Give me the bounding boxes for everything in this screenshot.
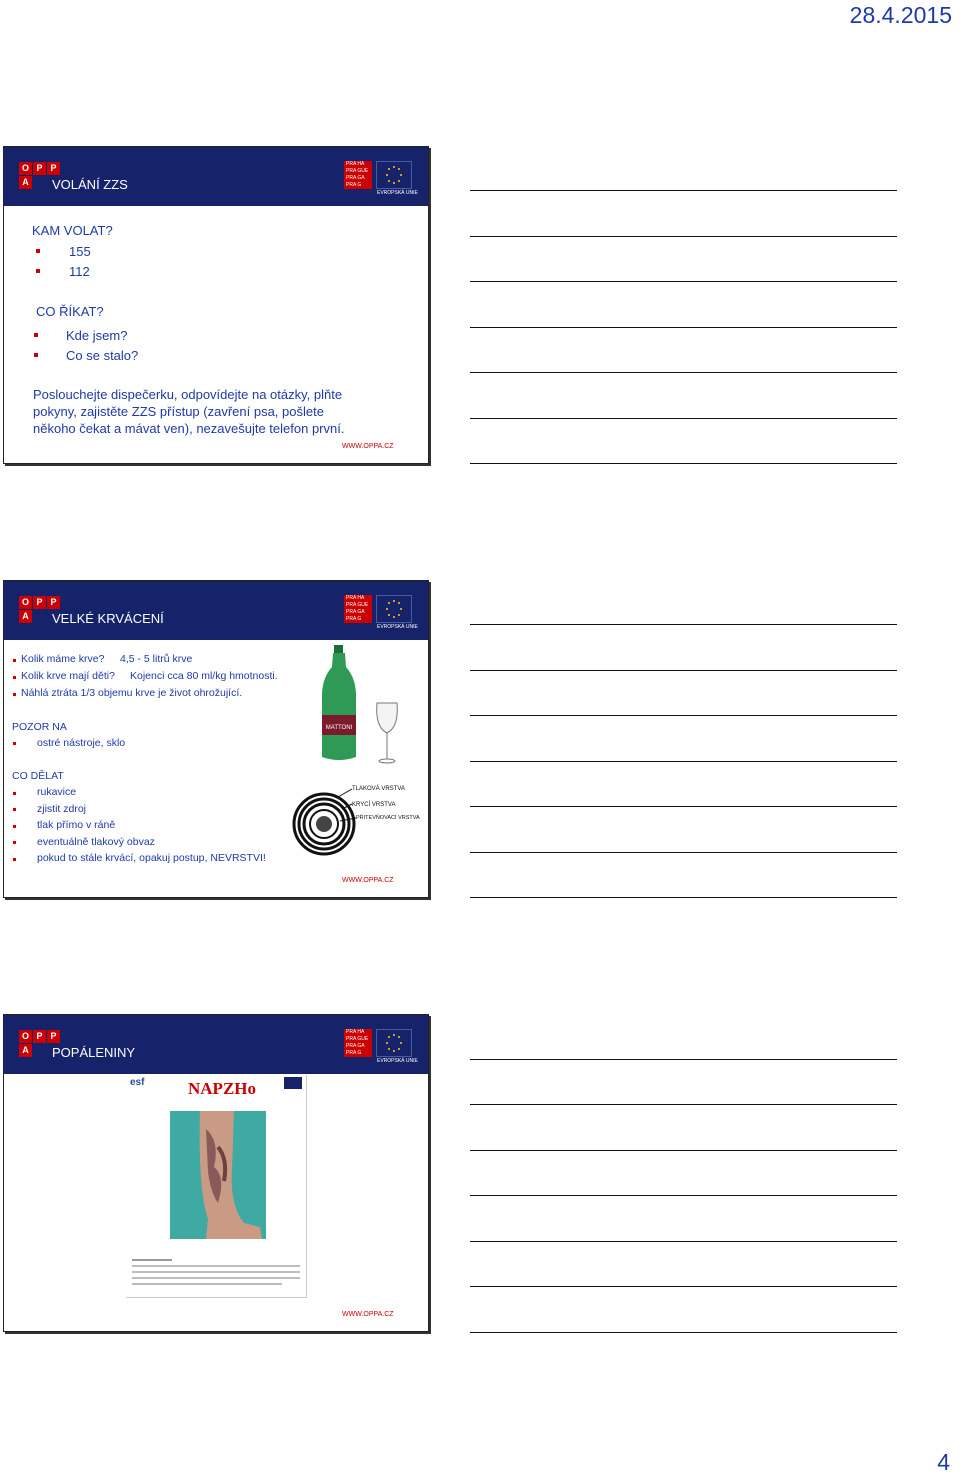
slide-url: WWW.OPPA.CZ — [342, 1311, 394, 1318]
eu-flag-icon — [284, 1077, 302, 1089]
slide-popaleniny — [3, 1014, 429, 1332]
slide-volani-zzs — [3, 146, 429, 464]
burned-leg-photo — [170, 1111, 266, 1239]
bandage-diagram — [288, 779, 420, 863]
praha-logo: PRA HA PRA GUE PRA GA PRA G — [344, 595, 372, 623]
opp-logo: O P P A — [19, 162, 47, 190]
fact-label: Kolik máme krve? — [21, 653, 105, 665]
eu-flag-icon: EVROPSKÁ UNIE — [376, 161, 412, 189]
esf-logo: esf — [130, 1077, 145, 1088]
pozor-heading: POZOR NA — [12, 721, 67, 733]
fact-value: Kojenci cca 80 ml/kg hmotnosti. — [130, 670, 278, 682]
slide-header — [4, 147, 428, 206]
diagram-label: PŘITEVŇOVACÍ VRSTVA — [356, 815, 420, 821]
burn-poster — [126, 1075, 307, 1298]
wine-glass-image — [374, 701, 400, 765]
slide-header — [4, 1015, 428, 1074]
slide-url: WWW.OPPA.CZ — [342, 877, 394, 884]
page-number: 4 — [937, 1449, 950, 1475]
co-rikat-heading: CO ŘÍKAT? — [36, 304, 104, 319]
header-date: 28.4.2015 — [849, 2, 952, 28]
slide-velke-krvaceni — [3, 580, 429, 898]
praha-logo: PRA HA PRA GUE PRA GA PRA G — [344, 161, 372, 189]
eu-flag-icon: EVROPSKÁ UNIE — [376, 1029, 412, 1057]
eu-flag-icon: EVROPSKÁ UNIE — [376, 595, 412, 623]
fact-label: Kolik krve mají děti? — [21, 670, 115, 682]
paragraph-line: někoho čekat a mávat ven), nezavešujte telefon první. — [33, 421, 345, 436]
diagram-label: KRYCÍ VRSTVA — [352, 802, 396, 808]
bottle-label: MATTONI — [325, 725, 353, 731]
slide-title: VELKÉ KRVÁCENÍ — [52, 611, 164, 626]
napzho-logo: NAPZHo — [188, 1079, 256, 1098]
co-delat-item: pokud to stále krvácí, opakuj postup, NEVRSTVI! — [37, 852, 266, 864]
phone-155: 155 — [69, 244, 91, 259]
slide-header — [4, 581, 428, 640]
pozor-item: ostré nástroje, sklo — [37, 737, 126, 749]
paragraph-line: Poslouchejte dispečerku, odpovídejte na otázky, plňte — [33, 387, 343, 402]
co-delat-item: rukavice — [37, 786, 77, 798]
kam-volat-heading: KAM VOLAT? — [32, 223, 113, 238]
question-item: Co se stalo? — [66, 348, 139, 363]
co-delat-item: tlak přímo v ráně — [37, 819, 116, 831]
poster-caption — [132, 1259, 300, 1285]
phone-112: 112 — [69, 264, 90, 279]
question-item: Kde jsem? — [66, 328, 128, 343]
co-delat-item: eventuálně tlakový obvaz — [37, 836, 155, 848]
fact-label: Náhlá ztráta 1/3 objemu krve je život ohrožující. — [21, 687, 243, 699]
paragraph-line: pokyny, zajistěte ZZS přístup (zavření psa, pošlete — [33, 404, 324, 419]
praha-logo: PRA HA PRA GUE PRA GA PRA G — [344, 1029, 372, 1057]
water-bottle-image — [319, 645, 359, 763]
fact-value: 4,5 - 5 litrů krve — [120, 653, 193, 665]
slide-title: VOLÁNÍ ZZS — [52, 177, 128, 192]
co-delat-heading: CO DĚLAT — [12, 770, 64, 782]
co-delat-item: zjistit zdroj — [37, 803, 87, 815]
slide-url: WWW.OPPA.CZ — [342, 443, 394, 450]
opp-logo: O P P A — [19, 1030, 47, 1058]
opp-logo: O P P A — [19, 596, 47, 624]
slide-title: POPÁLENINY — [52, 1045, 136, 1060]
diagram-label: TLAKOVÁ VRSTVA — [352, 786, 405, 792]
